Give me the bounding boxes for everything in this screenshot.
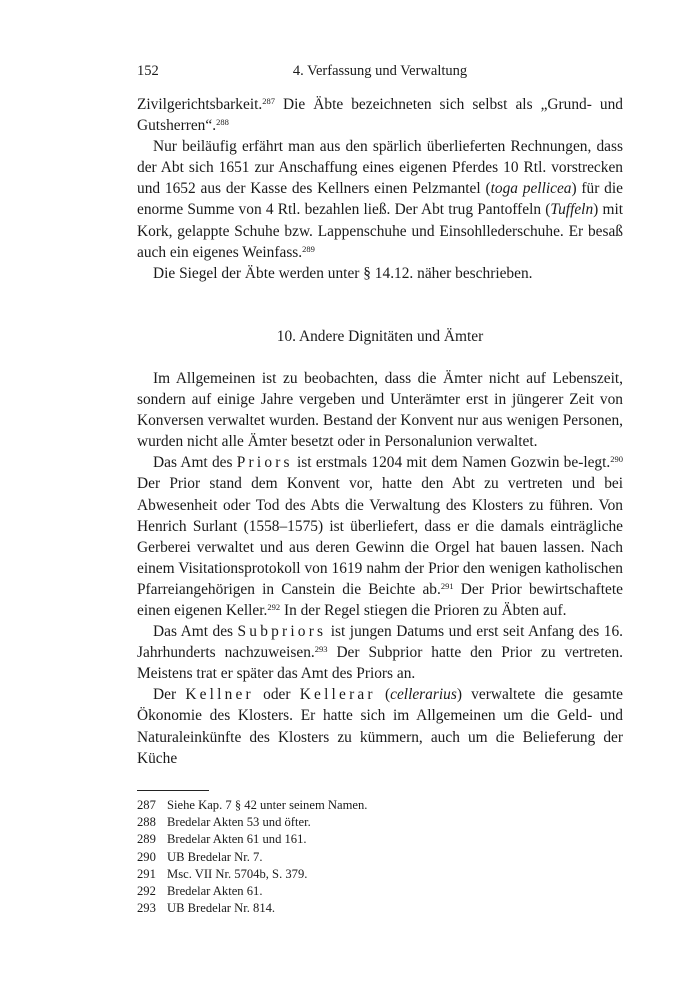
running-title: 4. Verfassung und Verwaltung	[292, 63, 468, 79]
paragraph-5	[137, 452, 623, 621]
text-span: In der Regel stiegen die Prioren zu Äbten auf.	[280, 601, 567, 619]
text-span: Der Prior stand dem Konvent vor, hatte den Abt zu vertreten und bei Abwesenheit oder Tod des Abts die Verwaltung des Klosters zu führen. Von Henrich Surlant (1558–1575) ist überliefert, dass er die damals einträgliche Gerberei verwaltet und aus deren Gewinn die Orgel hat bauen lassen. Nach einem Visitationsprotokoll von 1619 nahm der Prior den wenigen katholischen Pfarreiangehörigen in Canstein die Beichte ab.	[137, 475, 623, 598]
italic-term: cellerarius	[390, 686, 457, 704]
italic-term: Tuffeln	[550, 201, 594, 219]
footnote-text: Siehe Kap. 7 § 42 unter seinem Namen.	[167, 798, 368, 812]
footnote-text: Bredelar Akten 61.	[167, 884, 263, 899]
body-text	[137, 94, 623, 769]
footnote-text: Bredelar Akten 53 und öfter.	[167, 815, 311, 830]
footnote-ref-289: 289	[302, 243, 315, 254]
footnote-number: 293	[137, 901, 156, 916]
text-span: ) mit Kork, gelappte Schuhe bzw. Lappenschuhe und Einsohllederschuhe. Er besaß auch ein eigenes Weinfass.	[137, 201, 623, 261]
footnote-number: 292	[137, 884, 156, 899]
footnote-288	[137, 814, 623, 831]
page-header	[137, 62, 623, 80]
text-span: Nur beiläufig erfährt man aus den spärlich überlieferten Rechnungen, dass der Abt sich 1651 zur Anschaffung eines eigenen Pferdes 10 Rtl. vorstrecken und 1652 aus der Kasse des Kellners einen Pelzmantel (	[137, 138, 623, 198]
footnote-ref-293: 293	[314, 644, 328, 655]
spaced-term: Kellerar	[299, 686, 376, 704]
spaced-term: Priors	[236, 454, 293, 472]
footnote-number: 289	[137, 832, 156, 847]
text-span: Zivilgerichtsbarkeit.	[137, 96, 263, 113]
paragraph-6	[137, 621, 623, 684]
footnote-number: 287	[137, 798, 156, 812]
section-heading: 10. Andere Dignitäten und Ämter	[276, 327, 484, 345]
footnote-text: UB Bredelar Nr. 814.	[167, 901, 276, 916]
spaced-term: Subpriors	[237, 623, 327, 641]
footnote-292	[137, 883, 623, 900]
text-span: (	[375, 686, 391, 704]
footnote-287	[137, 797, 623, 814]
italic-term: toga pellicea	[490, 180, 572, 198]
footnote-290	[137, 849, 623, 866]
footnotes	[137, 797, 623, 917]
text-span: Die Äbte bezeichneten sich selbst als „Grund- und Gutsherren“.	[137, 96, 623, 135]
footnote-number: 288	[137, 815, 156, 830]
footnote-ref-292: 292	[267, 601, 281, 612]
text-span: Der Prior bewirtschaftete einen eigenen Keller.	[137, 580, 623, 619]
footnote-ref-287: 287	[262, 96, 275, 106]
footnote-number: 290	[137, 849, 156, 864]
text-span: Das Amt des	[153, 623, 238, 641]
text-span: oder	[253, 686, 300, 704]
footnote-ref-290: 290	[610, 454, 623, 465]
paragraph-2	[137, 136, 623, 263]
footnote-ref-288: 288	[216, 117, 229, 128]
text-span: Der Subprior hatte den Prior zu vertreten. Meistens trat er später das Amt des Priors an.	[137, 644, 623, 683]
footnote-number: 291	[137, 866, 156, 881]
footnote-ref-291: 291	[440, 580, 454, 591]
paragraph-1	[137, 94, 623, 136]
text-span: ) verwaltete die gesamte Ökonomie des Klosters. Er hatte sich im Allgemeinen um die Geld- und Naturaleinkünfte des Klosters zu kümmern, auch um die Belieferung der Küche	[137, 686, 623, 767]
footnote-289	[137, 831, 623, 848]
paragraph-7	[137, 684, 623, 768]
footnote-divider	[137, 790, 209, 791]
spaced-term: Kellner	[185, 686, 254, 704]
text-span: ist erstmals 1204 mit dem Namen Gozwin be-legt.	[292, 454, 611, 472]
text-span: ) für die enorme Summe von 4 Rtl. bezahlen ließ. Der Abt trug Pantoffeln (	[137, 180, 623, 219]
page-number: 152	[137, 63, 159, 79]
footnote-291	[137, 866, 623, 883]
paragraph-3: Die Siegel der Äbte werden unter § 14.12. näher beschrieben.	[153, 264, 533, 282]
footnote-text: Bredelar Akten 61 und 161.	[167, 832, 307, 847]
text-span: ist jungen Datums und erst seit Anfang des 16. Jahrhunderts nachzuweisen.	[137, 623, 623, 662]
footnote-293	[137, 900, 623, 917]
footnote-text: Msc. VII Nr. 5704b, S. 379.	[167, 866, 308, 881]
text-span: Das Amt des	[153, 454, 237, 472]
footnote-text: UB Bredelar Nr. 7.	[167, 849, 263, 864]
paragraph-4: Im Allgemeinen ist zu beobachten, dass die Ämter nicht auf Lebenszeit, sondern auf einige Jahre vergeben und Unterämter erst in jüngerer Zeit von Konversen verwaltet wurden. Bestand der Konvent nur aus wenigen Personen, wurden nicht alle Ämter besetzt oder in Personalunion verwaltet.	[137, 369, 623, 451]
text-span: Der	[153, 686, 186, 704]
